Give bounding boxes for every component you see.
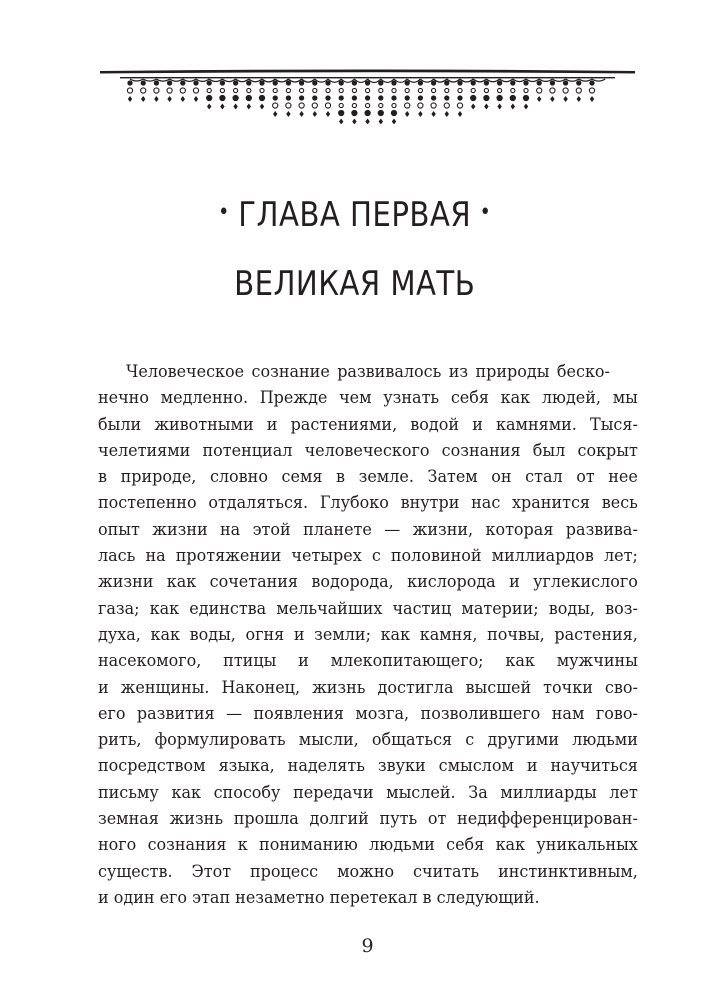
bullet-right: • xyxy=(479,199,492,225)
paragraph-line: жизни как сочетания водорода, кислорода и углекислого xyxy=(98,572,638,593)
paragraph-line: насекомого, птицы и млекопитающего; как мужчины xyxy=(98,651,638,672)
paragraph-line: и один его этап незаметно перетекал в следующий. xyxy=(98,887,540,908)
paragraph-line: лась на протяжении четырех с половиной миллиардов лет; xyxy=(98,546,638,567)
paragraph-line: в природе, словно семя в земле. Затем он стал от нее xyxy=(98,467,638,488)
paragraph-line: рить, формулировать мысли, общаться с другими людьми xyxy=(98,730,638,751)
paragraph-line: земная жизнь прошла долгий путь от недифференцирован- xyxy=(98,809,638,830)
paragraph-line: его развития — появления мозга, позволившего нам гово- xyxy=(98,703,638,724)
paragraph-line: посредством языка, наделять звуки смыслом и научиться xyxy=(98,756,638,777)
paragraph-line: существ. Этот процесс можно считать инстинктивным, xyxy=(98,861,638,882)
paragraph-line: челетиями потенциал человеческого сознания был сокрыт xyxy=(98,440,638,461)
body-paragraph xyxy=(98,359,638,911)
page-number: 9 xyxy=(361,935,374,957)
paragraph-line: постепенно отдаляться. Глубоко внутри нас хранится весь xyxy=(98,493,638,514)
bullet-left: • xyxy=(218,199,230,225)
paragraph-line: письму как способу передачи мыслей. За миллиарды лет xyxy=(98,782,638,803)
paragraph-line: ного сознания к пониманию людьми себя как уникальных xyxy=(98,835,638,856)
ornamental-header-border xyxy=(100,66,635,124)
paragraph-line: газа; как единства мельчайших частиц материи; воды, воз- xyxy=(98,598,638,619)
chapter-label xyxy=(52,193,658,239)
chapter-label-text: ГЛАВА ПЕРВАЯ xyxy=(238,195,472,235)
paragraph-line: Человеческое сознание развивалось из природы беско- xyxy=(126,362,610,382)
paragraph-line: опыт жизни на этой планете — жизни, которая развива- xyxy=(98,519,638,540)
paragraph-line: и женщины. Наконец, жизнь достигла высшей точки сво- xyxy=(98,677,638,698)
paragraph-line: нечно медленно. Прежде чем узнать себя как людей, мы xyxy=(98,388,638,409)
chapter-title: ВЕЛИКАЯ МАТЬ xyxy=(234,264,476,304)
paragraph-line: духа, как воды, огня и земли; как камня, почвы, растения, xyxy=(98,624,638,645)
paragraph-line: были животными и растениями, водой и камнями. Тыся- xyxy=(98,414,638,435)
